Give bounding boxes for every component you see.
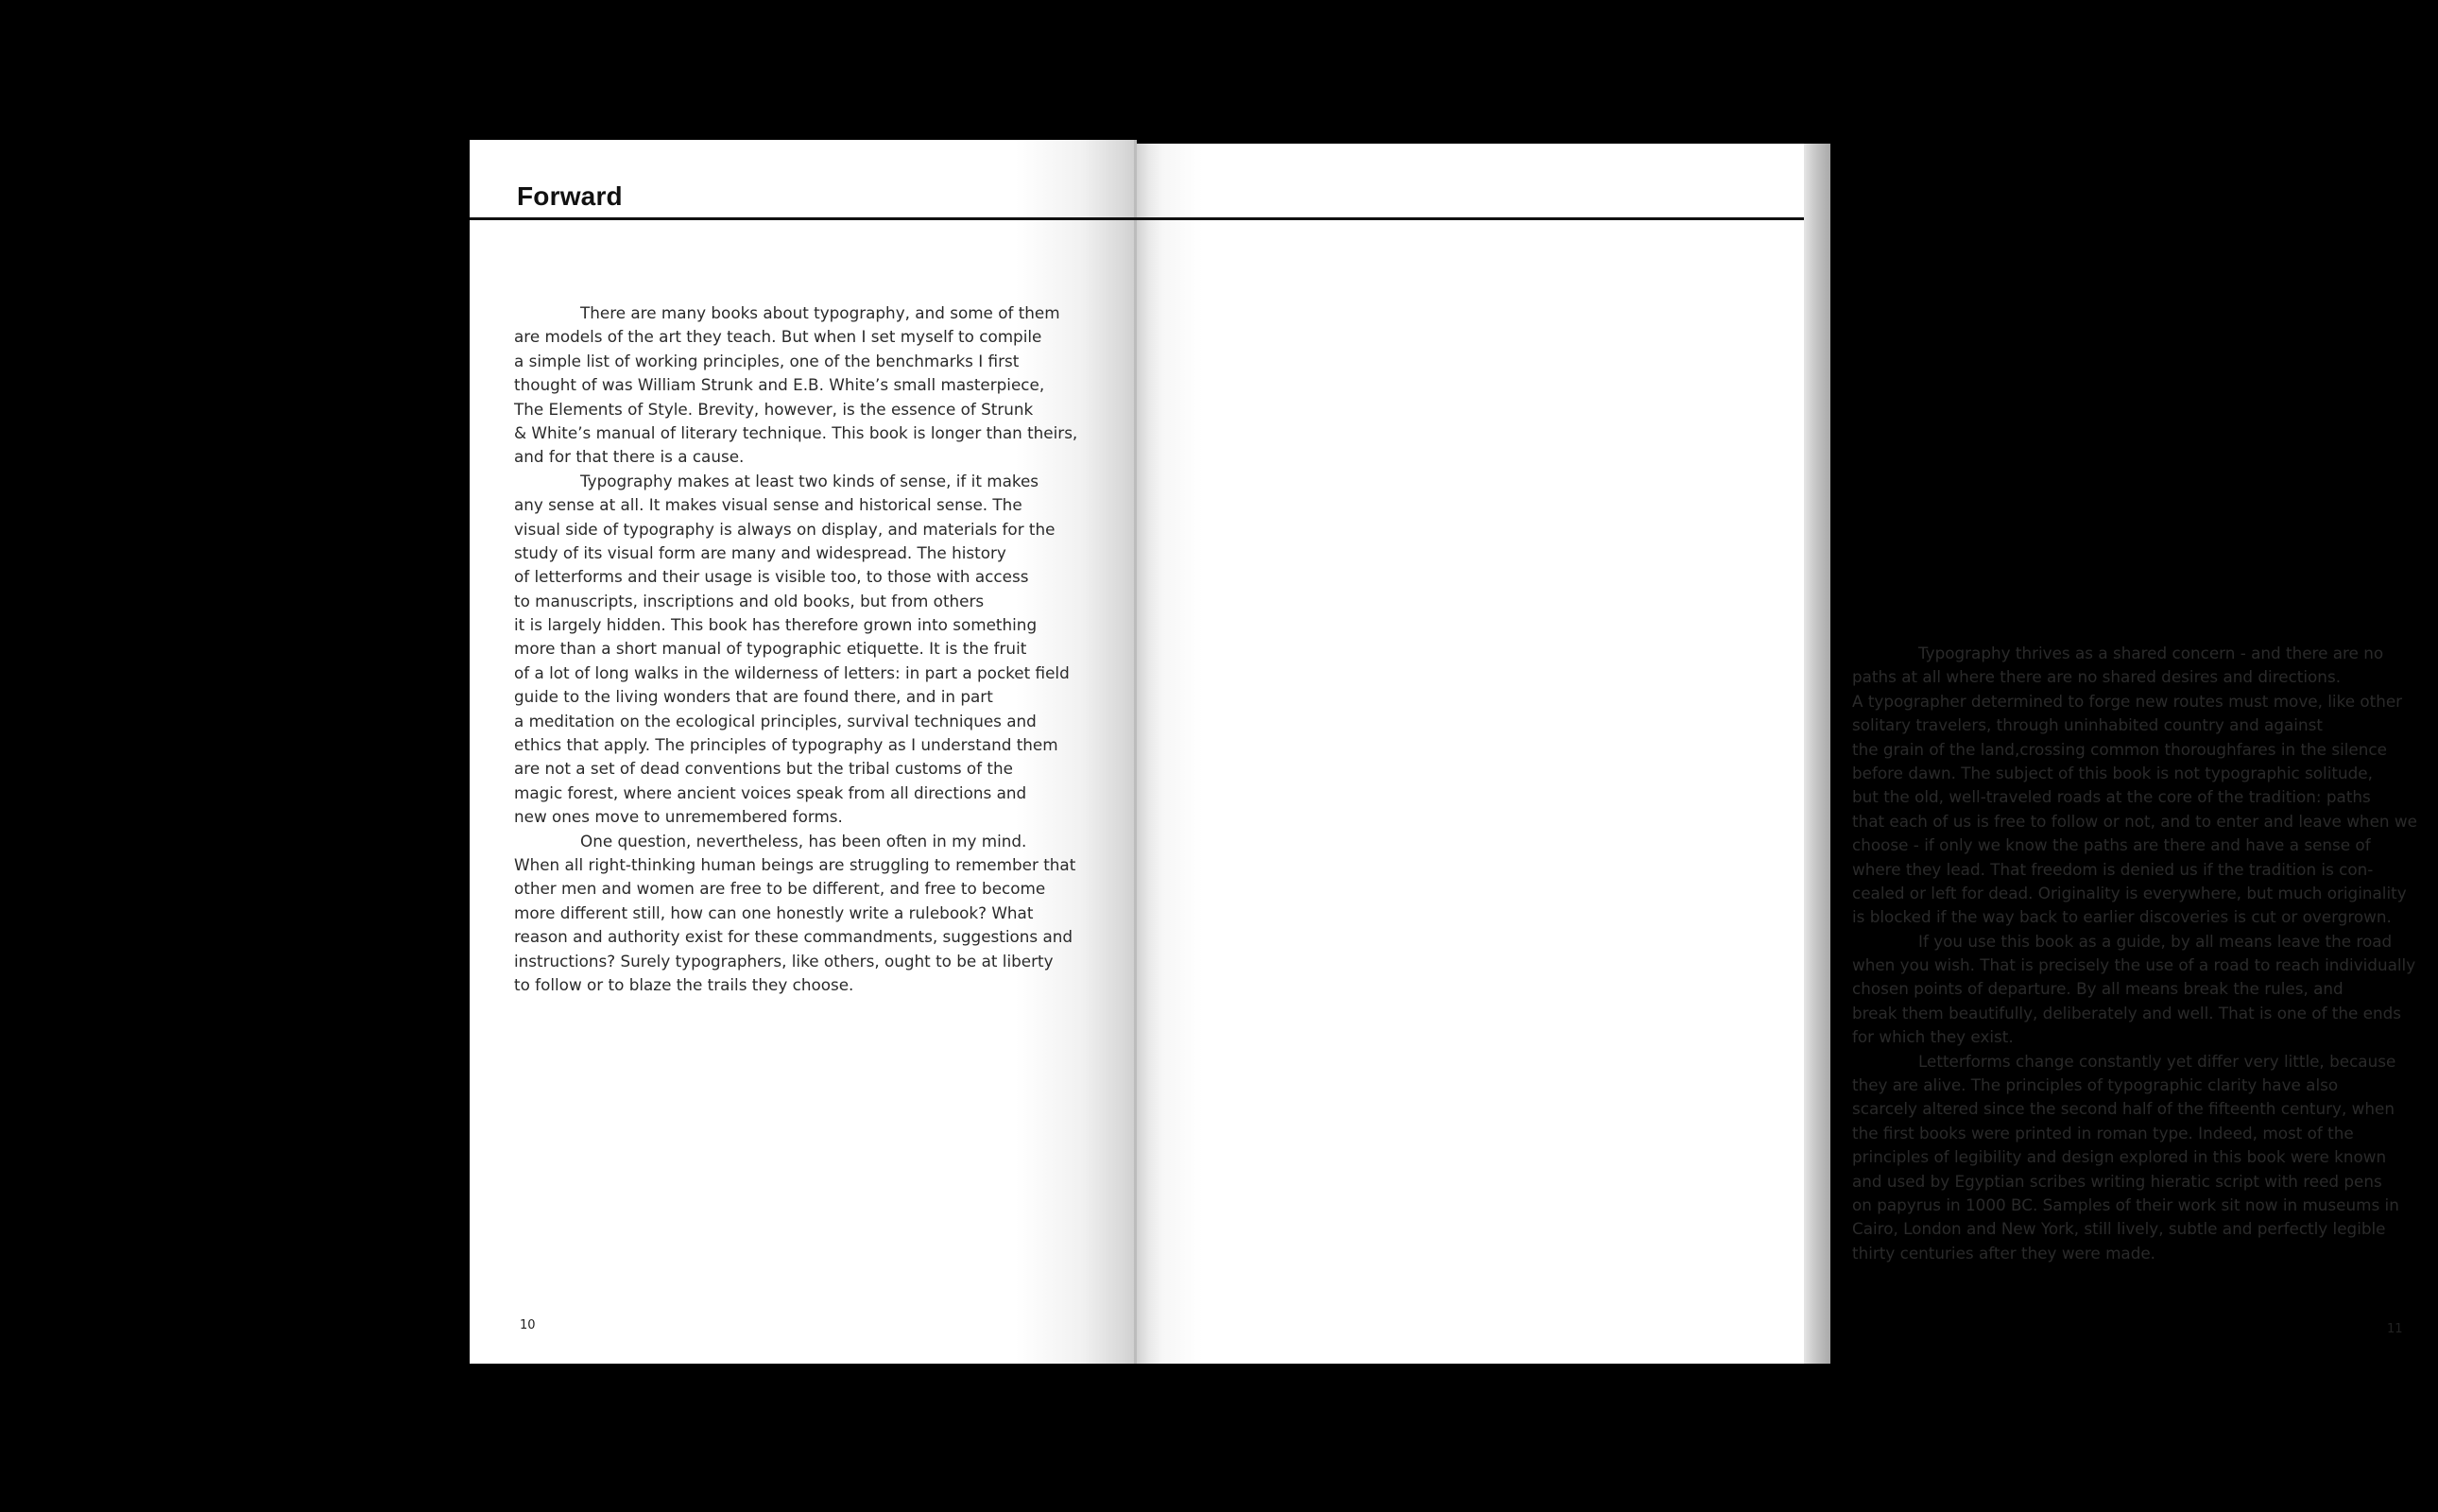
text-line: a simple list of working principles, one of the benchmarks I first xyxy=(514,351,1020,370)
text-line: of letterforms and their usage is visible too, to those with access xyxy=(514,567,1029,587)
text-line: are models of the art they teach. But when I set myself to compile xyxy=(514,327,1042,347)
right-page-body-text xyxy=(1852,642,2438,1265)
right-page xyxy=(1136,144,2417,1364)
text-line: Letterforms change constantly yet differ very little, because xyxy=(1918,1051,2396,1071)
text-line: The Elements of Style. Brevity, however, is the essence of Strunk xyxy=(514,399,1034,419)
left-page-number: 10 xyxy=(520,1318,536,1332)
text-line: When all right-thinking human beings are struggling to remember that xyxy=(514,854,1076,874)
text-line: guide to the living wonders that are found there, and in part xyxy=(514,687,993,707)
text-line: Typography makes at least two kinds of sense, if it makes xyxy=(580,471,1039,490)
chapter-title: Forward xyxy=(517,181,623,211)
text-line: paths at all where there are no shared desires and directions. xyxy=(1852,667,2342,687)
text-line: the first books were printed in roman type. Indeed, most of the xyxy=(1852,1123,2354,1143)
text-line: instructions? Surely typographers, like others, ought to be at liberty xyxy=(514,951,1054,971)
text-line: to manuscripts, inscriptions and old books, but from others xyxy=(514,591,985,610)
header-rule xyxy=(470,217,1804,220)
text-line: One question, nevertheless, has been often in my mind. xyxy=(580,831,1027,850)
text-line: If you use this book as a guide, by all means leave the road xyxy=(1918,931,2393,951)
text-line: visual side of typography is always on display, and materials for the xyxy=(514,519,1056,539)
text-line: of a lot of long walks in the wilderness of letters: in part a pocket field xyxy=(514,662,1070,682)
text-line: other men and women are free to be different, and free to become xyxy=(514,879,1046,899)
text-line: is blocked if the way back to earlier discoveries is cut or overgrown. xyxy=(1852,907,2392,927)
text-line: to follow or to blaze the trails they choose. xyxy=(514,974,854,994)
left-page xyxy=(470,140,1136,1364)
text-line: and for that there is a cause. xyxy=(514,447,745,467)
text-line: they are alive. The principles of typographic clarity have also xyxy=(1852,1075,2339,1095)
text-line: where they lead. That freedom is denied us if the tradition is con- xyxy=(1852,859,2374,879)
text-line: Typography thrives as a shared concern - and there are no xyxy=(1918,644,2384,662)
left-page-body-text xyxy=(514,301,1100,997)
text-line: for which they exist. xyxy=(1852,1027,2014,1047)
text-line: thirty centuries after they were made. xyxy=(1852,1243,2156,1263)
text-line: chosen points of departure. By all means break the rules, and xyxy=(1852,979,2344,999)
text-line: ethics that apply. The principles of typography as I understand them xyxy=(514,735,1058,755)
text-line: before dawn. The subject of this book is not typographic solitude, xyxy=(1852,763,2373,782)
text-line: more than a short manual of typographic etiquette. It is the fruit xyxy=(514,639,1027,659)
text-line: Cairo, London and New York, still lively, subtle and perfectly legible xyxy=(1852,1219,2386,1239)
text-line: but the old, well-traveled roads at the core of the tradition: paths xyxy=(1852,787,2371,807)
text-line: when you wish. That is precisely the use of a road to reach individually xyxy=(1852,955,2416,975)
text-line: new ones move to unremembered forms. xyxy=(514,807,843,827)
text-line: a meditation on the ecological principles, survival techniques and xyxy=(514,711,1037,730)
text-line: A typographer determined to forge new routes must move, like other xyxy=(1852,691,2403,711)
right-page-number: 11 xyxy=(2387,1322,2403,1336)
open-book xyxy=(470,140,2417,1364)
text-line: thought of was William Strunk and E.B. White’s small masterpiece, xyxy=(514,375,1045,395)
text-line: magic forest, where ancient voices speak from all directions and xyxy=(514,782,1027,802)
text-line: solitary travelers, through uninhabited country and against xyxy=(1852,715,2323,735)
text-line: on papyrus in 1000 BC. Samples of their work sit now in museums in xyxy=(1852,1194,2399,1214)
text-line: & White’s manual of literary technique. This book is longer than theirs, xyxy=(514,422,1078,442)
page-edge-stack xyxy=(1804,144,1830,1364)
text-line: that each of us is free to follow or not, and to enter and leave when we xyxy=(1852,811,2417,831)
book-gutter xyxy=(1134,140,1137,1364)
text-line: There are many books about typography, and some of them xyxy=(580,303,1060,322)
text-line: cealed or left for dead. Originality is everywhere, but much originality xyxy=(1852,883,2407,902)
text-line: study of its visual form are many and widespread. The history xyxy=(514,542,1006,562)
text-line: principles of legibility and design explored in this book were known xyxy=(1852,1147,2387,1167)
text-line: choose - if only we know the paths are there and have a sense of xyxy=(1852,835,2371,855)
text-line: it is largely hidden. This book has therefore grown into something xyxy=(514,615,1038,635)
text-line: and used by Egyptian scribes writing hieratic script with reed pens xyxy=(1852,1171,2382,1191)
text-line: more different still, how can one honestly write a rulebook? What xyxy=(514,902,1034,922)
text-line: break them beautifully, deliberately and well. That is one of the ends xyxy=(1852,1003,2402,1022)
text-line: any sense at all. It makes visual sense and historical sense. The xyxy=(514,495,1022,515)
text-line: the grain of the land,crossing common thoroughfares in the silence xyxy=(1852,739,2387,759)
text-line: scarcely altered since the second half of the fifteenth century, when xyxy=(1852,1099,2395,1119)
text-line: reason and authority exist for these commandments, suggestions and xyxy=(514,927,1073,947)
text-line: are not a set of dead conventions but the tribal customs of the xyxy=(514,759,1013,779)
